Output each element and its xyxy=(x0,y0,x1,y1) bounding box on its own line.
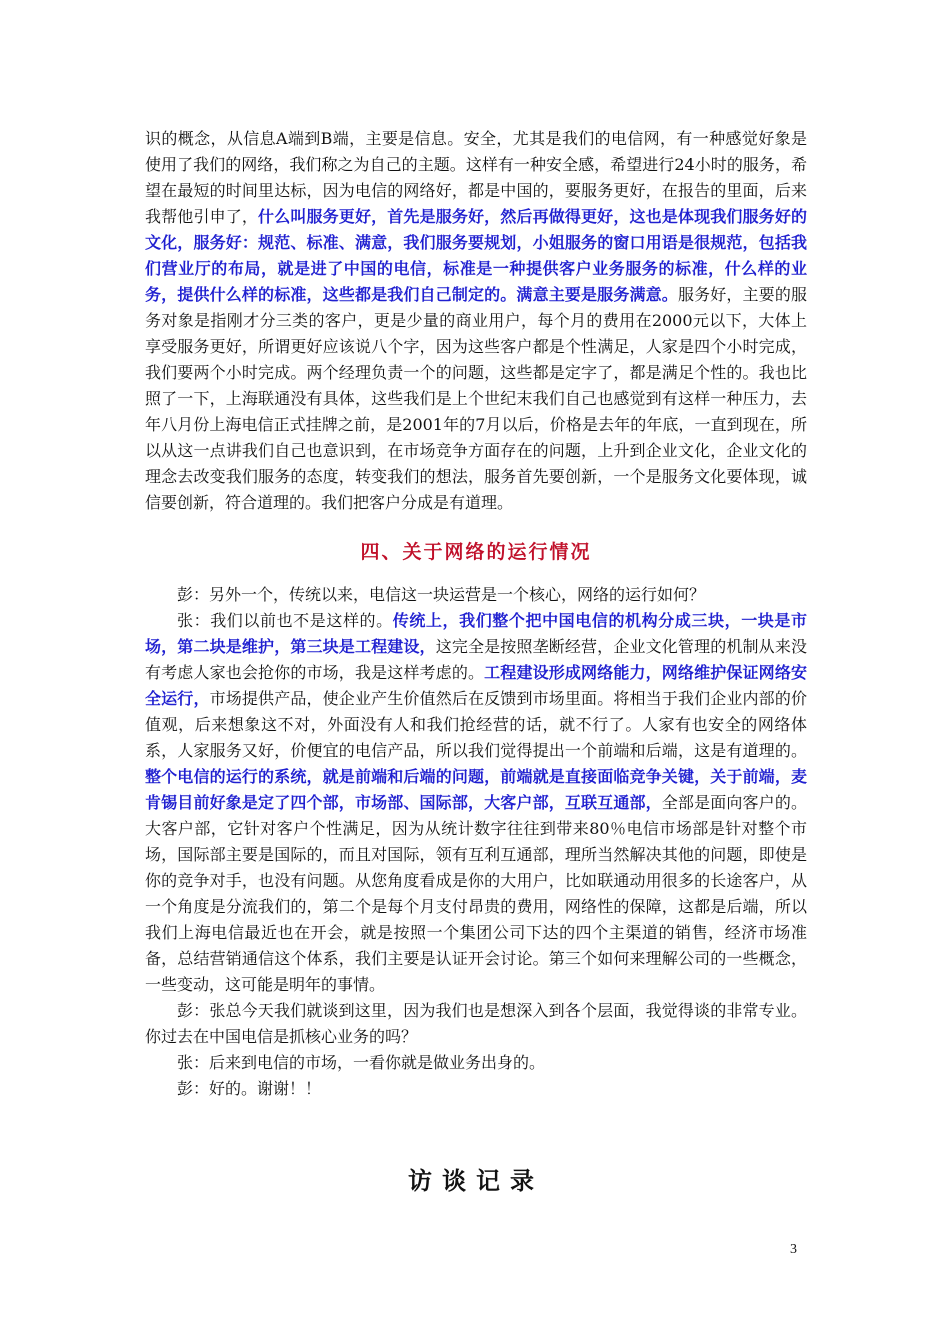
dialogue-peng-thanks: 彭：好的。谢谢！！ xyxy=(177,1079,322,1098)
document-body xyxy=(145,126,807,1198)
highlighted-text: 什么叫服务更好，首先是服务好，然后再做得更好，这也是体现我们服务好的文化，服务好：规范、标准、满意，我们服务要规划，小姐服务的窗口用语是很规范，包括我们营业厅的布局，就是进了中国的电信，标准是一种提供客户业务服务的标准，什么样的业务，提供什么样的标准，这些都是我们自己制定的。满意主要是服务满意。 xyxy=(145,207,807,304)
dialogue-peng-question: 彭：另外一个，传统以来，电信这一块运营是一个核心，网络的运行如何？ xyxy=(177,585,706,604)
highlighted-text: 传统上，我们整个把中国电信的机构分成三块，一块是市场，第二块是维护，第三块是工程建设， xyxy=(145,611,807,656)
paragraph-text: 这完全是按照垄断经营，企业文化管理的机制从来没有考虑人家也会抢你的市场，我是这样考虑的。 xyxy=(145,637,807,682)
dialogue-zhang-answer xyxy=(145,608,807,998)
page-number: 3 xyxy=(790,1242,797,1257)
paragraph-text: 市场提供产品，使企业产生价值然后在反馈到市场里面。将相当于我们企业内部的价值观，后来想象这不对，外面没有人和我们抢经营的话，就不行了。人家有也安全的网络体系，人家服务又好，价便宜的电信产品，所以我们觉得提出一个前端和后端，这是有道理的。 xyxy=(145,689,807,760)
highlighted-text: 整个电信的运行的系统，就是前端和后端的问题，前端就是直接面临竞争关键，关于前端，麦肯锡目前好象是定了四个部，市场部、国际部，大客户部，互联互通部， xyxy=(145,767,807,812)
paragraph-text: 全部是面向客户的。大客户部，它针对客户个性满足，因为从统计数字往往到带来80％电信市场部是针对整个市场，国际部主要是国际的，而且对国际，领有互利互通部，理所当然解决其他的问题，即使是你的竞争对手，也没有问题。从您角度看成是你的大用户，比如联通动用很多的长途客户，从一个角度是分流我们的，第二个是每个月支付昂贵的费用，网络性的保障，这都是后端，所以我们上海电信最近也在开会，就是按照一个集团公司下达的四个主渠道的销售，经济市场准备，总结营销通信这个体系，我们主要是认证开会讨论。第三个如何来理解公司的一些概念，一些变动，这可能是明年的事情。 xyxy=(145,793,807,994)
paragraph-text: 张：我们以前也不是这样的。 xyxy=(177,611,393,630)
paragraph-text: 服务好，主要的服务对象是指刚才分三类的客户，更是少量的商业用户，每个月的费用在2000元以下，大体上享受服务更好，所谓更好应该说八个字，因为这些客户都是个性满足，人家是四个小时完成，我们要两个小时完成。两个经理负责一个的问题，这些都是定字了，都是满足个性的。我也比照了一下，上海联通没有具体，这些我们是上个世纪末我们自己也感觉到有这样一种压力，去年八月份上海电信正式挂牌之前，是2001年的7月以后，价格是去年的年底，一直到现在，所以从这一点讲我们自己也意识到，在市场竞争方面存在的问题，上升到企业文化，企业文化的理念去改变我们服务的态度，转变我们的想法，服务首先要创新，一个是服务文化要体现，诚信要创新，符合道理的。我们把客户分成是有道理。 xyxy=(145,285,807,512)
paragraph-text: 识的概念，从信息A端到B端，主要是信息。安全，尤其是我们的电信网，有一种感觉好象是使用了我们的网络，我们称之为自己的主题。这样有一种安全感，希望进行24小时的服务，希望在最短的时间里达标，因为电信的网络好，都是中国的，要服务更好，在报告的里面，后来我帮他引申了， xyxy=(145,129,807,226)
dialogue-peng-closing: 彭：张总今天我们就谈到这里，因为我们也是想深入到各个层面，我觉得谈的非常专业。你过去在中国电信是抓核心业务的吗？ xyxy=(145,1001,807,1046)
document-title: 访谈记录 xyxy=(408,1166,544,1195)
dialogue-zhang-closing: 张：后来到电信的市场，一看你就是做业务出身的。 xyxy=(177,1053,546,1072)
paragraph-service-culture xyxy=(145,126,807,516)
highlighted-text: 工程建设形成网络能力，网络维护保证网络安全运行， xyxy=(145,663,807,708)
section-heading-network: 四、关于网络的运行情况 xyxy=(360,541,592,563)
